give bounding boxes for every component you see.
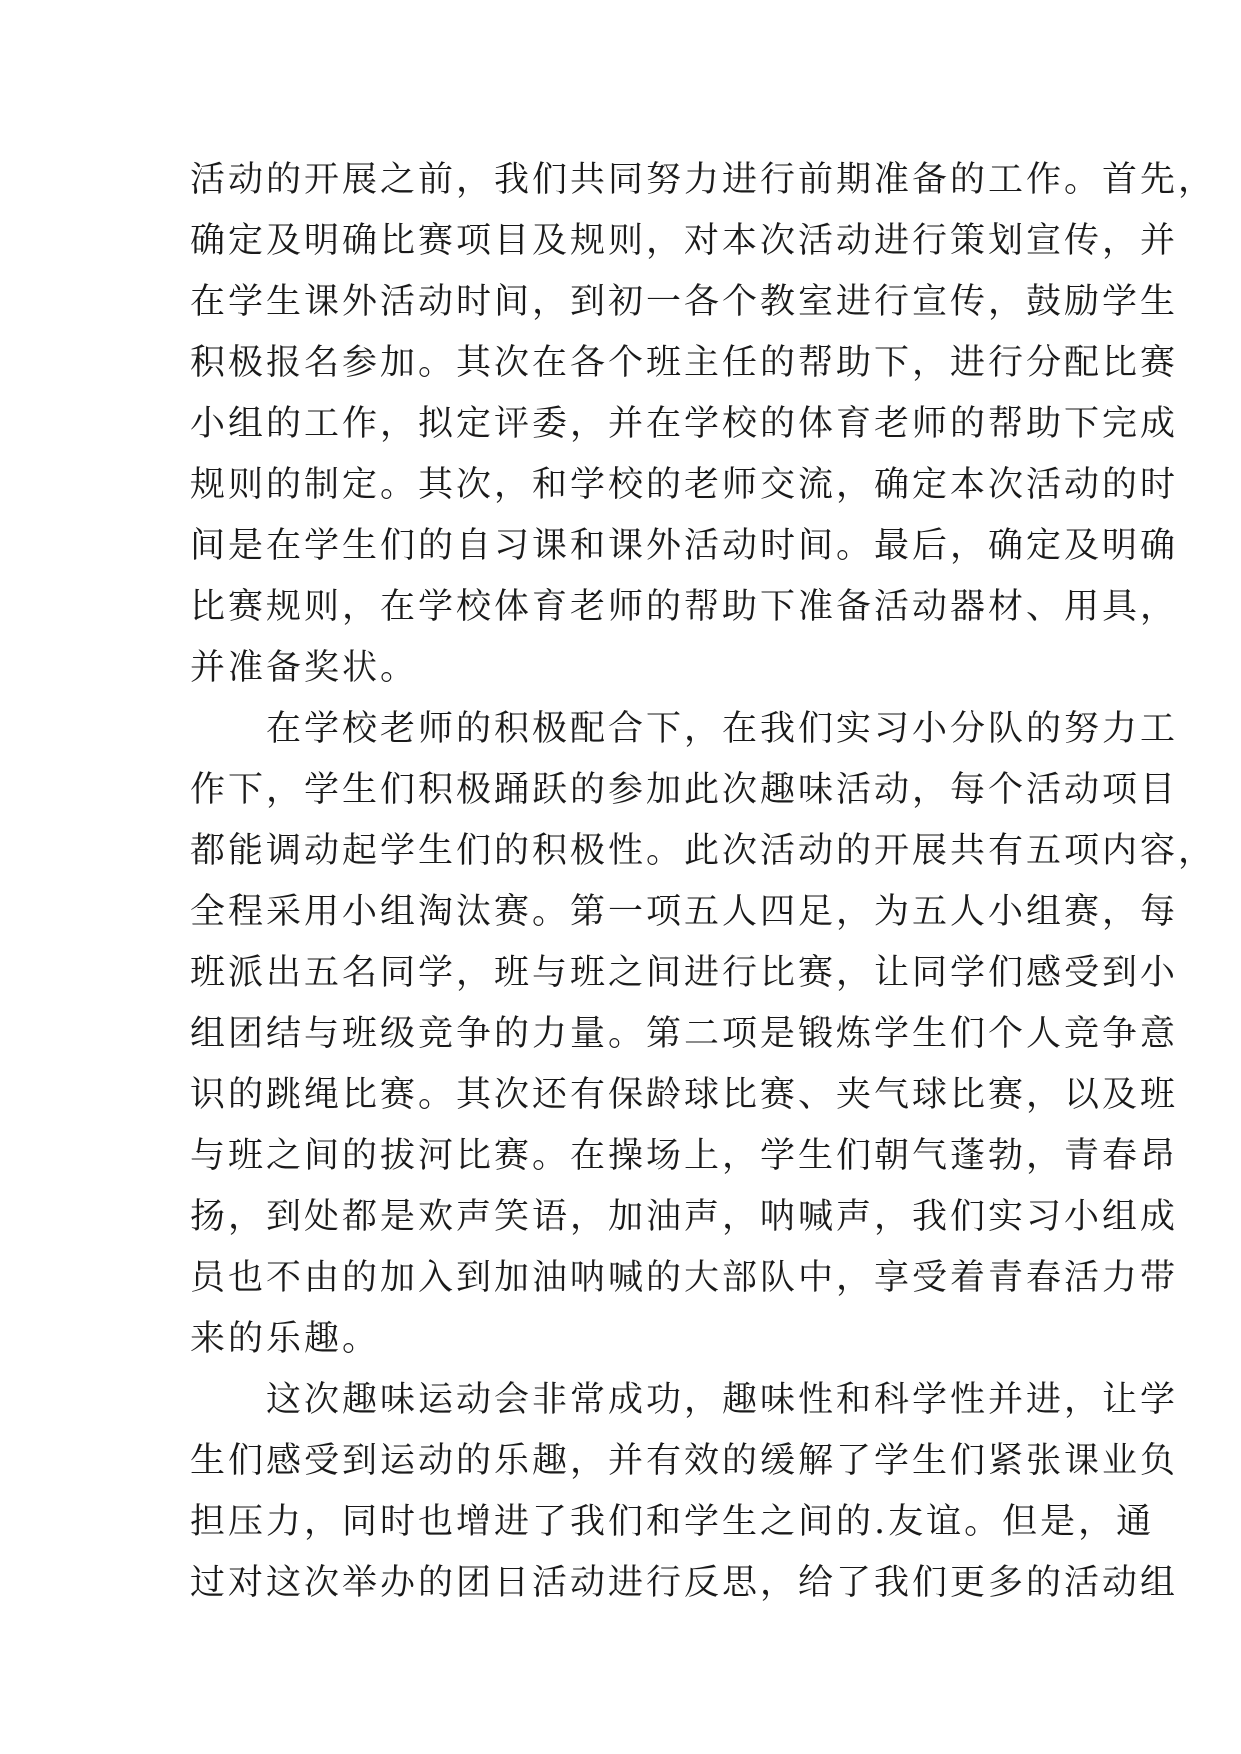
text-line: 生们感受到运动的乐趣，并有效的缓解了学生们紧张课业负: [190, 1441, 1179, 1481]
text-line: 积极报名参加。其次在各个班主任的帮助下，进行分配比赛: [190, 343, 1179, 383]
text-line: 过对这次举办的团日活动进行反思，给了我们更多的活动组: [190, 1563, 1179, 1603]
text-line: 组团结与班级竞争的力量。第二项是锻炼学生们个人竞争意: [190, 1014, 1179, 1054]
text-line: 员也不由的加入到加油呐喊的大部队中，享受着青春活力带: [190, 1258, 1179, 1298]
text-line: 在学校老师的积极配合下，在我们实习小分队的努力工: [190, 709, 1179, 749]
text-line: 间是在学生们的自习课和课外活动时间。最后，确定及明确: [190, 526, 1179, 566]
text-line: 都能调动起学生们的积极性。此次活动的开展共有五项内容，: [190, 831, 1217, 871]
text-line: 比赛规则，在学校体育老师的帮助下准备活动器材、用具，: [190, 587, 1179, 627]
text-line: 与班之间的拔河比赛。在操场上，学生们朝气蓬勃，青春昂: [190, 1136, 1179, 1176]
text-line: 并准备奖状。: [190, 648, 419, 688]
text-line: 确定及明确比赛项目及规则，对本次活动进行策划宣传，并: [190, 221, 1179, 261]
text-line: 全程采用小组淘汰赛。第一项五人四足，为五人小组赛，每: [190, 892, 1179, 932]
text-line: 来的乐趣。: [190, 1319, 381, 1359]
text-line: 在学生课外活动时间，到初一各个教室进行宣传，鼓励学生: [190, 282, 1179, 322]
text-line: 作下，学生们积极踊跃的参加此次趣味活动，每个活动项目: [190, 770, 1179, 810]
text-line: 识的跳绳比赛。其次还有保龄球比赛、夹气球比赛，以及班: [190, 1075, 1179, 1115]
text-line: 小组的工作，拟定评委，并在学校的体育老师的帮助下完成: [190, 404, 1179, 444]
text-line: 扬，到处都是欢声笑语，加油声，呐喊声，我们实习小组成: [190, 1197, 1179, 1237]
text-line: 班派出五名同学，班与班之间进行比赛，让同学们感受到小: [190, 953, 1179, 993]
text-line: 这次趣味运动会非常成功，趣味性和科学性并进，让学: [190, 1380, 1179, 1420]
text-line: 规则的制定。其次，和学校的老师交流，确定本次活动的时: [190, 465, 1179, 505]
text-line: 担压力，同时也增进了我们和学生之间的.友谊。但是，通: [190, 1502, 1155, 1542]
document-body: [190, 150, 1217, 1614]
text-line: 活动的开展之前，我们共同努力进行前期准备的工作。首先，: [190, 160, 1217, 200]
